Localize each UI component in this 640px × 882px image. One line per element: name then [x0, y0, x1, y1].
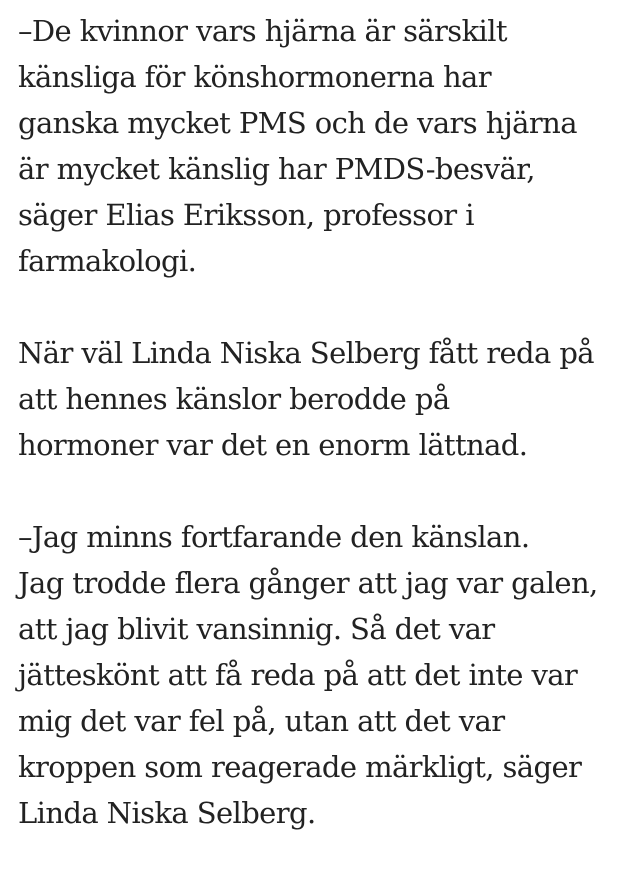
- text-line: säger Elias Eriksson, professor i: [18, 198, 474, 232]
- text-line: Linda Niska Selberg.: [18, 796, 316, 830]
- text-line: mig det var fel på, utan att det var: [18, 704, 505, 738]
- paragraph-quote-linda: [18, 514, 630, 836]
- text-line: ganska mycket PMS och de vars hjärna: [18, 106, 577, 140]
- text-line: När väl Linda Niska Selberg fått reda på: [18, 336, 594, 370]
- text-line: –De kvinnor vars hjärna är särskilt: [18, 14, 507, 48]
- paragraph-relief: [18, 330, 630, 468]
- text-line: att hennes känslor berodde på: [18, 382, 450, 416]
- paragraph-quote-elias: [18, 8, 630, 284]
- text-line: kroppen som reagerade märkligt, säger: [18, 750, 582, 784]
- text-line: jätteskönt att få reda på att det inte var: [18, 658, 578, 692]
- text-line: känsliga för könshormonerna har: [18, 60, 491, 94]
- text-line: farmakologi.: [18, 244, 197, 278]
- text-line: är mycket känslig har PMDS-besvär,: [18, 152, 535, 186]
- text-line: att jag blivit vansinnig. Så det var: [18, 612, 495, 646]
- text-line: –Jag minns fortfarande den känslan.: [18, 520, 530, 554]
- text-line: hormoner var det en enorm lättnad.: [18, 428, 528, 462]
- article-body: [18, 8, 630, 882]
- text-line: Jag trodde flera gånger att jag var galen,: [18, 566, 598, 600]
